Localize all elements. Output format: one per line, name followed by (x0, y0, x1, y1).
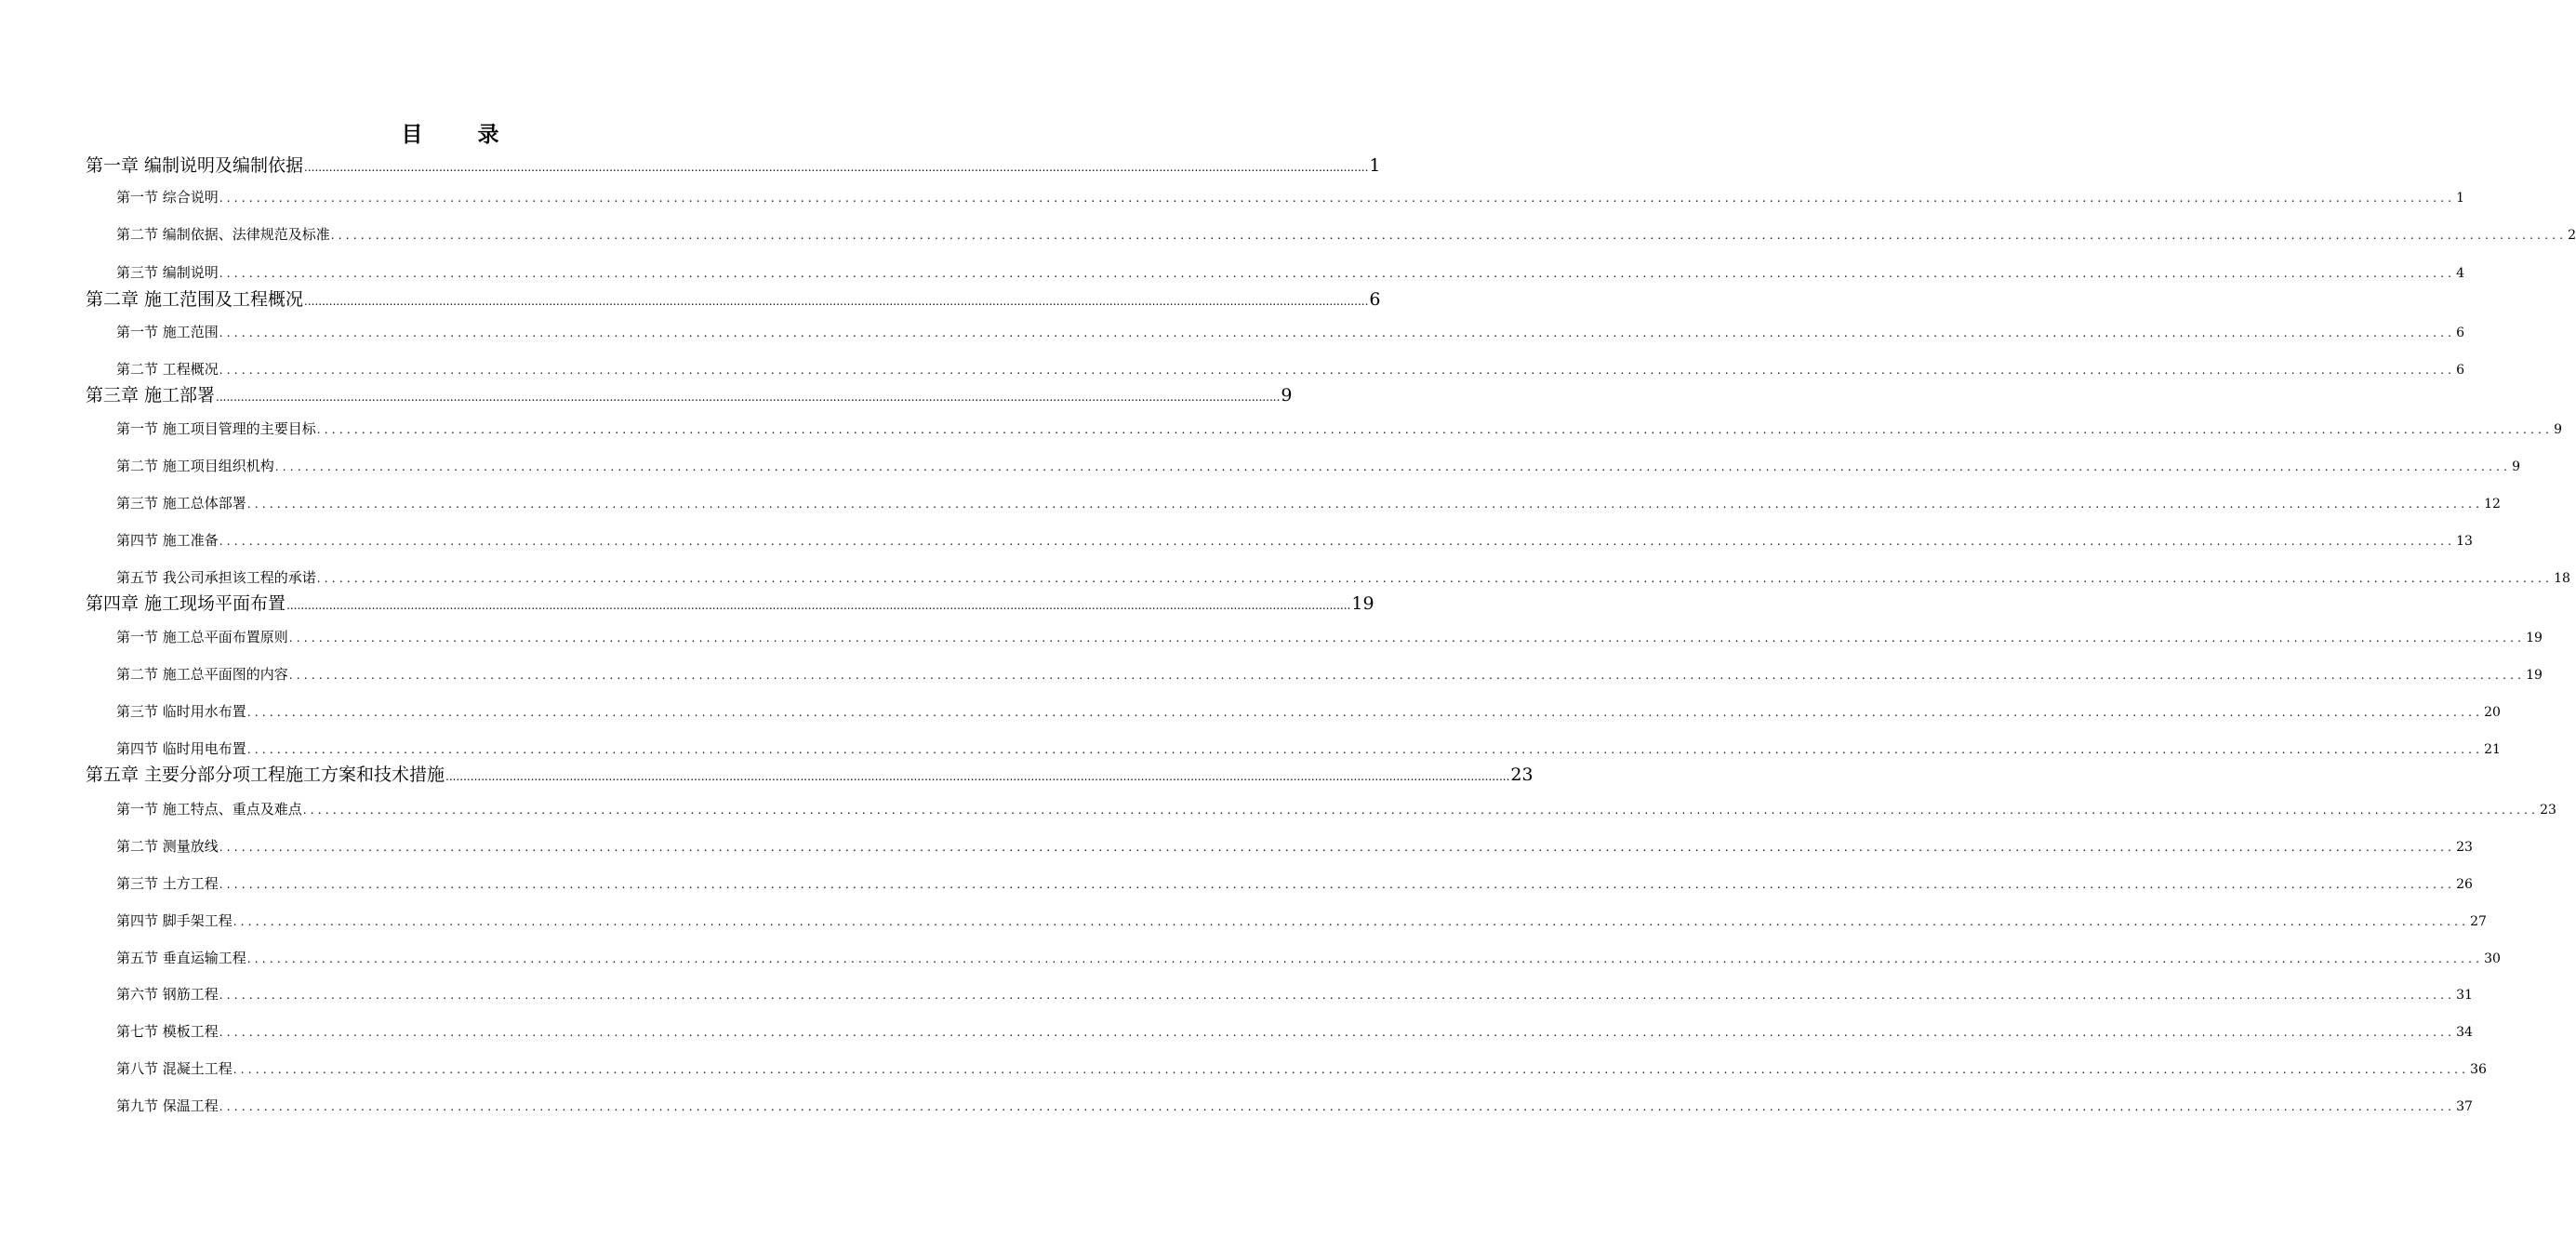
toc-section-entry[interactable] (116, 664, 2543, 685)
toc-entry-label: 第七节 模板工程 (116, 1023, 219, 1040)
toc-entry-label: 第三节 土方工程 (116, 875, 219, 892)
toc-section-entry[interactable] (116, 359, 2465, 380)
toc-entry-label: 第二章 施工范围及工程概况 (86, 289, 304, 310)
toc-entry-label: 第二节 施工总平面图的内容 (116, 666, 288, 683)
toc-dot-leader: ............................................................................................................................................................................................................................................................................................................ (288, 669, 2526, 682)
toc-page-number: 9 (2512, 459, 2521, 474)
toc-page-number: 31 (2456, 988, 2473, 1003)
toc-section-entry[interactable] (116, 984, 2473, 1005)
toc-section-entry[interactable] (116, 262, 2465, 284)
toc-entry-label: 第三节 编制说明 (116, 264, 219, 281)
toc-page-number: 26 (2456, 877, 2473, 892)
toc-entry-label: 第一节 施工项目管理的主要目标 (116, 420, 316, 437)
toc-section-entry[interactable] (116, 224, 2576, 246)
toc-section-entry[interactable] (116, 419, 2563, 440)
toc-page-number: 23 (1510, 765, 1534, 785)
toc-section-entry[interactable] (116, 493, 2501, 514)
toc-entry-label: 第二节 编制依据、法律规范及标准 (116, 226, 330, 243)
toc-dot-leader: ............................................................................................................................................................................................................................................................................................................ (219, 535, 2456, 548)
toc-page-number: 21 (2484, 742, 2501, 757)
toc-page-number: 34 (2456, 1025, 2473, 1040)
toc-page-number: 23 (2540, 803, 2556, 818)
toc-page-number: 18 (2554, 571, 2570, 586)
toc-entry-label: 第一节 施工总平面布置原则 (116, 629, 288, 645)
toc-dot-leader: ............................................................................................................................................................................................................................................................................................................ (288, 632, 2526, 645)
toc-dot-leader: ............................................................................................................................................................................................................................................................................................................ (219, 1026, 2456, 1039)
toc-page-number: 4 (2456, 266, 2465, 281)
toc-page-number: 6 (1369, 289, 1381, 310)
toc-chapter-entry[interactable] (86, 383, 1293, 409)
toc-entry-label: 第九节 保温工程 (116, 1097, 219, 1114)
toc-entry-label: 第二节 工程概况 (116, 361, 219, 378)
toc-page-number: 36 (2470, 1062, 2487, 1077)
toc-section-entry[interactable] (116, 701, 2501, 723)
toc-page-number: 19 (1351, 593, 1374, 614)
toc-dot-leader: ............................................................................................................................................................................................................................................................................................................ (286, 599, 1351, 612)
toc-dot-leader: ............................................................................................................................................................................................................................................................................................................ (219, 192, 2456, 205)
toc-entry-label: 第五章 主要分部分项工程施工方案和技术措施 (86, 765, 445, 785)
toc-entry-label: 第四节 脚手架工程 (116, 912, 232, 929)
toc-page-number: 19 (2526, 631, 2543, 645)
toc-entry-label: 第三节 临时用水布置 (116, 703, 246, 720)
toc-dot-leader: ............................................................................................................................................................................................................................................................................................................ (445, 770, 1510, 783)
toc-page-number: 6 (2456, 363, 2465, 378)
toc-page-number: 6 (2456, 326, 2465, 340)
toc-dot-leader: ............................................................................................................................................................................................................................................................................................................ (219, 841, 2456, 854)
toc-page-number: 27 (2470, 914, 2487, 929)
toc-section-entry[interactable] (116, 530, 2473, 552)
toc-entry-label: 第三节 施工总体部署 (116, 495, 246, 512)
toc-dot-leader: ............................................................................................................................................................................................................................................................................................................ (304, 161, 1369, 174)
toc-section-entry[interactable] (116, 627, 2543, 648)
toc-page-number: 9 (1281, 385, 1293, 406)
toc-section-entry[interactable] (116, 873, 2473, 895)
toc-page-number: 37 (2456, 1099, 2473, 1114)
toc-dot-leader: ............................................................................................................................................................................................................................................................................................................ (316, 423, 2554, 436)
toc-page-number: 23 (2456, 840, 2473, 855)
toc-section-entry[interactable] (116, 1021, 2473, 1043)
toc-entry-label: 第三章 施工部署 (86, 385, 216, 406)
toc-page-number: 12 (2484, 497, 2501, 512)
toc-dot-leader: ............................................................................................................................................................................................................................................................................................................ (219, 326, 2456, 339)
toc-dot-leader: ............................................................................................................................................................................................................................................................................................................ (219, 878, 2456, 891)
toc-section-entry[interactable] (116, 567, 2570, 589)
toc-dot-leader: ............................................................................................................................................................................................................................................................................................................ (219, 1100, 2456, 1113)
toc-section-entry[interactable] (116, 1058, 2487, 1080)
toc-entry-label: 第五节 垂直运输工程 (116, 950, 246, 966)
toc-chapter-entry[interactable] (86, 763, 1534, 789)
toc-entry-label: 第二节 测量放线 (116, 838, 219, 855)
toc-page-number: 1 (2456, 191, 2465, 206)
toc-entry-label: 第一节 施工特点、重点及难点 (116, 801, 302, 818)
toc-entry-label: 第八节 混凝土工程 (116, 1060, 232, 1077)
toc-page-number: 1 (1369, 155, 1381, 176)
toc-dot-leader: ............................................................................................................................................................................................................................................................................................................ (216, 391, 1281, 404)
toc-entry-label: 第二节 施工项目组织机构 (116, 458, 274, 474)
toc-dot-leader: ............................................................................................................................................................................................................................................................................................................ (232, 915, 2470, 928)
toc-section-entry[interactable] (116, 322, 2465, 343)
toc-section-entry[interactable] (116, 799, 2556, 820)
toc-entry-label: 第一节 施工范围 (116, 324, 219, 340)
toc-page-number: 2 (2568, 228, 2576, 243)
toc-entry-label: 第一章 编制说明及编制依据 (86, 155, 304, 176)
toc-entry-label: 第四章 施工现场平面布置 (86, 593, 286, 614)
toc-dot-leader: ............................................................................................................................................................................................................................................................................................................ (219, 267, 2456, 280)
toc-entry-label: 第四节 施工准备 (116, 532, 219, 549)
toc-entry-label: 第五节 我公司承担该工程的承诺 (116, 569, 316, 586)
toc-title: 目 录 (401, 122, 516, 147)
toc-page-number: 13 (2456, 534, 2473, 549)
toc-chapter-entry[interactable] (86, 592, 1374, 618)
toc-dot-leader: ............................................................................................................................................................................................................................................................................................................ (302, 804, 2540, 817)
toc-dot-leader: ............................................................................................................................................................................................................................................................................................................ (304, 295, 1369, 308)
toc-entry-label: 第六节 钢筋工程 (116, 986, 219, 1003)
toc-dot-leader: ............................................................................................................................................................................................................................................................................................................ (316, 572, 2554, 585)
toc-section-entry[interactable] (116, 836, 2473, 858)
toc-page-number: 19 (2526, 668, 2543, 683)
toc-dot-leader: ............................................................................................................................................................................................................................................................................................................ (246, 706, 2484, 719)
toc-section-entry[interactable] (116, 911, 2487, 932)
toc-section-entry[interactable] (116, 738, 2501, 760)
toc-section-entry[interactable] (116, 456, 2521, 477)
toc-section-entry[interactable] (116, 187, 2465, 208)
toc-chapter-entry[interactable] (86, 287, 1381, 313)
toc-page-number: 20 (2484, 705, 2501, 720)
toc-entry-label: 第一节 综合说明 (116, 189, 219, 206)
toc-page-number: 9 (2554, 422, 2563, 437)
toc-dot-leader: ............................................................................................................................................................................................................................................................................................................ (246, 743, 2484, 756)
toc-dot-leader: ............................................................................................................................................................................................................................................................................................................ (274, 460, 2512, 473)
toc-dot-leader: ............................................................................................................................................................................................................................................................................................................ (330, 229, 2568, 242)
toc-dot-leader: ............................................................................................................................................................................................................................................................................................................ (246, 498, 2484, 511)
toc-dot-leader: ............................................................................................................................................................................................................................................................................................................ (219, 364, 2456, 377)
toc-dot-leader: ............................................................................................................................................................................................................................................................................................................ (219, 989, 2456, 1002)
toc-section-entry[interactable] (116, 1096, 2473, 1117)
toc-section-entry[interactable] (116, 948, 2501, 969)
toc-entry-label: 第四节 临时用电布置 (116, 740, 246, 757)
toc-dot-leader: ............................................................................................................................................................................................................................................................................................................ (232, 1063, 2470, 1076)
toc-dot-leader: ............................................................................................................................................................................................................................................................................................................ (246, 952, 2484, 965)
toc-page-number: 30 (2484, 951, 2501, 966)
toc-chapter-entry[interactable] (86, 153, 1381, 180)
